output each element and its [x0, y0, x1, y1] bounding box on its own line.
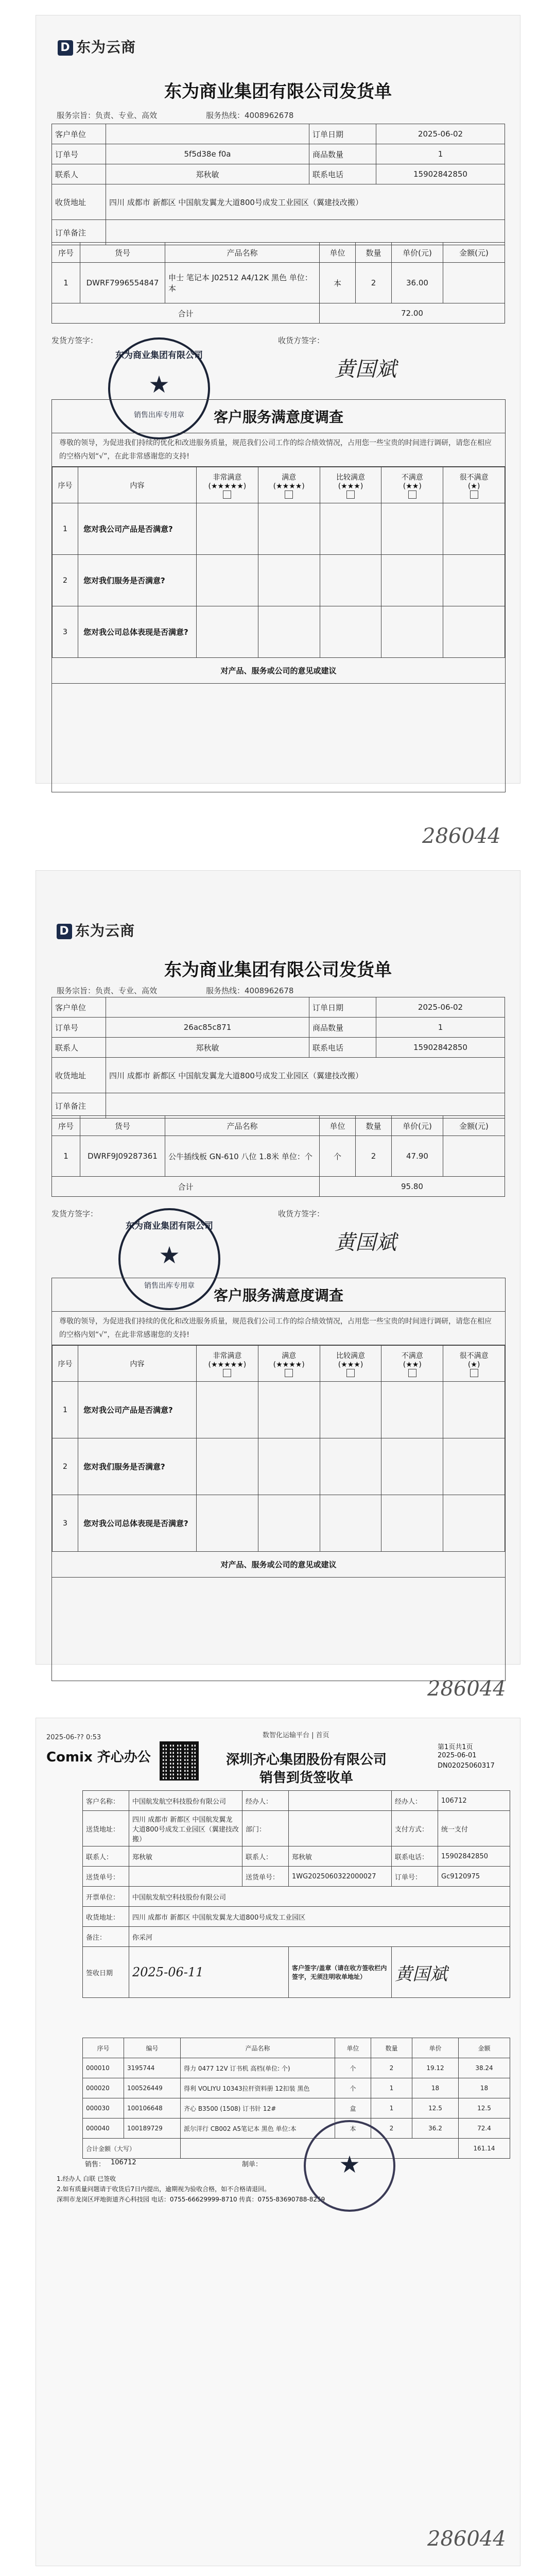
survey-question: 您对我们服务是否满意?	[78, 555, 197, 606]
checkbox[interactable]	[285, 1369, 293, 1377]
order-code-label: 订单号	[52, 144, 106, 164]
col-name: 产品名称	[181, 2038, 335, 2058]
cust-label: 客户名称：	[83, 1791, 129, 1811]
survey-cell[interactable]	[258, 1382, 320, 1438]
col-code: 货号	[80, 243, 165, 263]
total-value: 95.80	[320, 1177, 505, 1197]
survey-col-no: 序号	[53, 1346, 78, 1382]
delivery-note-2	[36, 871, 520, 1664]
survey-cell[interactable]	[320, 503, 381, 555]
row-amount	[443, 1136, 505, 1177]
survey-row	[53, 1495, 505, 1552]
survey-cell[interactable]	[197, 1438, 258, 1495]
survey-col-no: 序号	[53, 467, 78, 503]
survey-col-stars: (★★★★★)	[208, 482, 247, 490]
doc-title: 销售到货签收单	[259, 1770, 353, 1786]
survey-col-stars: (★)	[467, 1360, 480, 1369]
items-table	[51, 242, 505, 324]
sales-label: 销售：	[85, 2161, 106, 2168]
survey-col-unsatisfied	[381, 467, 443, 503]
cust-value: 中国航发航空科技股份有限公司	[129, 1791, 242, 1811]
survey-cell[interactable]	[443, 1495, 505, 1552]
survey-col-label: 非常满意	[213, 473, 242, 482]
checkbox[interactable]	[408, 490, 416, 499]
col-name: 产品名称	[165, 1116, 320, 1136]
phone-value: 15902842850	[438, 1846, 510, 1867]
col-no: 序号	[52, 243, 80, 263]
survey-cell[interactable]	[381, 1495, 443, 1552]
survey-col-stars: (★)	[467, 482, 480, 490]
survey-footer: 对产品、服务或公司的意见或建议	[220, 666, 337, 675]
survey-footer: 对产品、服务或公司的意见或建议	[220, 1560, 337, 1569]
doc-order-no: DN02025060317	[438, 1762, 495, 1770]
order-date: 2025-06-02	[376, 997, 505, 1018]
checkbox[interactable]	[346, 1369, 355, 1377]
mgr-value: 106712	[438, 1791, 510, 1811]
phone-label: 联系电话：	[392, 1846, 438, 1867]
total-label: 合计金额（大写）	[83, 2139, 181, 2159]
survey-col-very-unsatisfied	[443, 1346, 505, 1382]
stamp-text: 东为商业集团有限公司	[115, 350, 203, 361]
contact-label: 联系人：	[83, 1846, 129, 1867]
order-date-label: 订单日期	[309, 124, 376, 144]
survey-col-stars: (★★)	[403, 1360, 422, 1369]
table-row: 000040 100189729 派尔洋行 CB002 A5笔记本 黑色 单位:本 本 2 36.2 72.4	[83, 2119, 510, 2139]
row-unit: 个	[320, 1136, 356, 1177]
page-number: 第1页共1页	[438, 1743, 473, 1751]
checkbox[interactable]	[470, 1369, 478, 1377]
survey-row-no: 1	[53, 503, 78, 555]
addr-value: 四川 成都市 新都区 中国航发翼龙大道800号成发工业园区（翼建技改搬）	[129, 1811, 242, 1846]
survey-question: 您对我公司产品是否满意?	[78, 503, 197, 555]
feedback-area[interactable]	[52, 1577, 505, 1681]
handwritten-number: 286044	[422, 824, 501, 848]
survey-row-no: 3	[53, 606, 78, 658]
table-row	[52, 263, 505, 303]
survey-col-satisfied	[258, 467, 320, 503]
col-qty: 数量	[356, 1116, 392, 1136]
ship-label: 送货单号：	[83, 1867, 129, 1887]
col-name: 产品名称	[165, 243, 320, 263]
survey-intro: 尊敬的领导，为促进我们持续的优化和改进服务质量，规范我们公司工作的综合绩效情况，占用您一些宝贵的时间进行调研，请您在相应的空格内划“√”，在此非常感谢您的支持!	[52, 1312, 505, 1345]
survey-col-label: 非常满意	[213, 1351, 242, 1360]
sign-date: 2025-06-11	[129, 1947, 289, 1998]
handwritten-number: 286044	[427, 1677, 506, 1701]
qty-label: 商品数量	[309, 144, 376, 164]
survey-cell[interactable]	[443, 1382, 505, 1438]
recv-label: 收货地址：	[83, 1907, 129, 1927]
qr-code-icon	[160, 1741, 199, 1781]
qty-label: 商品数量	[309, 1018, 376, 1038]
survey-col-content: 内容	[78, 1346, 197, 1382]
col-unit: 单位	[320, 1116, 356, 1136]
survey-section	[51, 1278, 506, 1681]
survey-col-very-satisfied	[197, 467, 258, 503]
row-qty: 2	[356, 1136, 392, 1177]
survey-col-label: 不满意	[401, 1351, 423, 1360]
service-motto: 服务宗旨：负责、专业、高效	[57, 111, 158, 120]
receiver-signature: 黄国斌	[335, 358, 396, 381]
pay-value: 统一支付	[438, 1811, 510, 1846]
checkbox[interactable]	[408, 1369, 416, 1377]
survey-cell[interactable]	[320, 606, 381, 658]
survey-cell[interactable]	[443, 1438, 505, 1495]
footer-address: 深圳市龙岗区坪地街道齐心科技园 电话：0755-66629999-8710 传真：0755-83690788-8259	[57, 2196, 325, 2203]
doc-title: 东为商业集团有限公司发货单	[164, 81, 392, 102]
survey-cell[interactable]	[197, 1382, 258, 1438]
survey-cell[interactable]	[197, 503, 258, 555]
col-amount: 金额(元)	[443, 243, 505, 263]
contact-value: 郑秋敏	[106, 164, 309, 184]
pay-label: 支付方式：	[392, 1811, 438, 1846]
sign-date-label: 签收日期	[83, 1947, 129, 1998]
survey-cell[interactable]	[443, 503, 505, 555]
col-amount: 金额	[459, 2038, 510, 2058]
top-note: 数智化运输平台 | 首页	[263, 1732, 329, 1739]
survey-cell[interactable]	[381, 1438, 443, 1495]
stamp-text: 东为商业集团有限公司	[126, 1221, 213, 1231]
qty-value: 1	[376, 144, 505, 164]
col-price: 单价	[412, 2038, 459, 2058]
receipt-header-table	[82, 1790, 510, 1998]
survey-question: 您对我公司总体表现是否满意?	[78, 606, 197, 658]
row-code: DWRF7996554847	[80, 263, 165, 303]
address-value: 四川 成都市 新都区 中国航发翼龙大道800号成发工业园区（翼建技改搬）	[106, 184, 505, 220]
feedback-area[interactable]	[52, 683, 505, 792]
company-stamp	[304, 2120, 395, 2212]
survey-title: 客户服务满意度调查	[52, 400, 505, 433]
cust-sign-label: 客户签字/盖章（请在收方签收栏内签字，无须注明收单地址）	[289, 1947, 392, 1998]
qty-value: 1	[376, 1018, 505, 1038]
col-no: 序号	[52, 1116, 80, 1136]
col-qty: 数量	[371, 2038, 412, 2058]
row-qty: 2	[356, 263, 392, 303]
row-price: 36.00	[392, 263, 443, 303]
col-code: 货号	[80, 1116, 165, 1136]
header-table	[51, 124, 505, 245]
service-phone: 服务热线：4008962678	[206, 986, 294, 995]
address-label: 收货地址	[52, 1058, 106, 1093]
survey-cell[interactable]	[258, 606, 320, 658]
items-table	[51, 1115, 505, 1197]
receiver-label: 收货方签字：	[278, 336, 325, 345]
sender-label: 发货方签字：	[51, 1209, 98, 1218]
receiver-signature: 黄国斌	[392, 1947, 510, 1998]
survey-question: 您对我公司产品是否满意?	[78, 1382, 197, 1438]
phone-label: 联系电话	[309, 1038, 376, 1058]
survey-cell[interactable]	[258, 503, 320, 555]
survey-col-label: 比较满意	[336, 473, 365, 482]
star-icon: ★	[339, 2150, 360, 2178]
row-unit: 本	[320, 263, 356, 303]
dept-label: 部门：	[242, 1811, 289, 1846]
survey-col-satisfied	[258, 1346, 320, 1382]
sales-value: 106712	[111, 2159, 136, 2166]
survey-cell[interactable]	[381, 503, 443, 555]
contact-label: 联系人	[52, 1038, 106, 1058]
remark-label: 订单备注	[52, 1093, 106, 1118]
company-name: 深圳齐心集团股份有限公司	[225, 1752, 387, 1768]
survey-cell[interactable]	[197, 1495, 258, 1552]
survey-cell[interactable]	[320, 555, 381, 606]
row-amount	[443, 263, 505, 303]
receiver-label: 收货方签字：	[278, 1209, 325, 1218]
contact-label-2: 联系人：	[242, 1846, 289, 1867]
remark-value: 你采河	[129, 1927, 510, 1947]
star-icon: ★	[159, 1241, 180, 1269]
order-code-label: 订单号	[52, 1018, 106, 1038]
total-label: 合计	[52, 303, 320, 324]
col-price: 单价(元)	[392, 243, 443, 263]
row-no: 1	[52, 1136, 80, 1177]
logo-mark-icon: D	[58, 40, 73, 56]
survey-question: 您对我们服务是否满意?	[78, 1438, 197, 1495]
checkbox[interactable]	[223, 490, 231, 499]
doc-date: 2025-06-01	[438, 1752, 477, 1759]
mgr-label-2: 经办人：	[392, 1791, 438, 1811]
po-label: 订单号：	[392, 1867, 438, 1887]
checkbox[interactable]	[470, 490, 478, 499]
col-qty: 数量	[356, 243, 392, 263]
col-price: 单价(元)	[392, 1116, 443, 1136]
ship-value: 1WG2025060322000027	[289, 1867, 392, 1887]
survey-cell[interactable]	[381, 1382, 443, 1438]
col-amount: 金额(元)	[443, 1116, 505, 1136]
total-value: 161.14	[459, 2139, 510, 2159]
row-name: 公牛插线板 GN-610 八位 1.8米 单位：个	[165, 1136, 320, 1177]
print-time: 2025-06-?? 0:53	[46, 1734, 101, 1741]
survey-question: 您对我公司总体表现是否满意?	[78, 1495, 197, 1552]
survey-cell[interactable]	[381, 555, 443, 606]
po-value: Gc9120975	[438, 1867, 510, 1887]
survey-col-label: 比较满意	[336, 1351, 365, 1360]
brand-logo: D 东为云商	[58, 36, 136, 57]
survey-row-no: 1	[53, 1382, 78, 1438]
note-1: 1.经办人 白联 已签收	[57, 2175, 116, 2182]
bill-value: 中国航发航空科技股份有限公司	[129, 1887, 510, 1907]
header-table	[51, 997, 505, 1118]
brand-logo: Comix 齐心办公	[46, 1750, 151, 1765]
row-no: 1	[52, 263, 80, 303]
survey-row	[53, 555, 505, 606]
survey-cell[interactable]	[320, 1382, 381, 1438]
customer-label: 客户单位	[52, 124, 106, 144]
handwritten-number: 286044	[427, 2527, 506, 2551]
mgr-label: 经办人：	[242, 1791, 289, 1811]
total-value: 72.00	[320, 303, 505, 324]
survey-cell[interactable]	[443, 606, 505, 658]
address-value: 四川 成都市 新都区 中国航发翼龙大道800号成发工业园区（翼建技改搬）	[106, 1058, 505, 1093]
survey-col-unsatisfied	[381, 1346, 443, 1382]
survey-table	[52, 1345, 505, 1552]
survey-cell[interactable]	[320, 1438, 381, 1495]
survey-cell[interactable]	[258, 1438, 320, 1495]
remark-label: 备注：	[83, 1927, 129, 1947]
survey-cell[interactable]	[258, 1495, 320, 1552]
delivery-note-1	[36, 15, 520, 783]
stamp-subtext: 销售出库专用章	[144, 1282, 195, 1290]
survey-col-stars: (★★★)	[338, 1360, 363, 1369]
survey-col-label: 很不满意	[459, 473, 489, 482]
survey-cell[interactable]	[381, 606, 443, 658]
contact-label: 联系人	[52, 164, 106, 184]
col-code: 编号	[124, 2038, 181, 2058]
stamp-subtext: 销售出库专用章	[134, 411, 184, 419]
survey-col-very-satisfied	[197, 1346, 258, 1382]
recv-value: 四川 成都市 新都区 中国航发翼龙大道800号成发工业园区	[129, 1907, 510, 1927]
checkbox[interactable]	[346, 490, 355, 499]
survey-row-no: 2	[53, 1438, 78, 1495]
row-price: 47.90	[392, 1136, 443, 1177]
survey-row	[53, 606, 505, 658]
col-unit: 单位	[320, 243, 356, 263]
phone-value: 15902842850	[376, 1038, 505, 1058]
order-date-label: 订单日期	[309, 997, 376, 1018]
survey-section	[51, 399, 506, 792]
ship-label-2: 送货单号：	[242, 1867, 289, 1887]
survey-row-no: 2	[53, 555, 78, 606]
table-row: 000010 3195744 得力 0477 12V 订书机 高档(单位: 个) 个 2 19.12 38.24	[83, 2058, 510, 2078]
delivery-receipt-comix	[36, 1718, 520, 2566]
checkbox[interactable]	[285, 490, 293, 499]
survey-col-fair	[320, 1346, 381, 1382]
survey-col-label: 满意	[282, 1351, 297, 1360]
star-icon: ★	[148, 370, 170, 398]
contact-value: 郑秋敏	[129, 1846, 242, 1867]
table-row: 000020 100526449 得利 VOLIYU 10343拉杆资料册 12扣装 黑色 个 1 18 18	[83, 2078, 510, 2098]
survey-col-label: 满意	[282, 473, 297, 482]
order-code: 5f5d38e f0a	[106, 144, 309, 164]
addr-label: 送货地址：	[83, 1811, 129, 1846]
survey-col-fair	[320, 467, 381, 503]
customer-label: 客户单位	[52, 997, 106, 1018]
row-code: DWRF9J09287361	[80, 1136, 165, 1177]
survey-row	[53, 1382, 505, 1438]
receiver-signature: 黄国斌	[335, 1231, 396, 1255]
row-name: 申士 笔记本 J02512 A4/12K 黑色 单位：本	[165, 263, 320, 303]
order-code: 26ac85c871	[106, 1018, 309, 1038]
service-motto: 服务宗旨：负责、专业、高效	[57, 986, 158, 995]
survey-cell[interactable]	[197, 606, 258, 658]
survey-title: 客户服务满意度调查	[52, 1278, 505, 1312]
survey-col-label: 很不满意	[459, 1351, 489, 1360]
survey-col-stars: (★★★★)	[273, 482, 305, 490]
survey-cell[interactable]	[320, 1495, 381, 1552]
survey-row	[53, 503, 505, 555]
receipt-items-table	[82, 2038, 510, 2159]
survey-col-stars: (★★★)	[338, 482, 363, 490]
maker-label: 制单：	[242, 2161, 263, 2168]
address-label: 收货地址	[52, 184, 106, 220]
survey-table	[52, 467, 505, 658]
remark-label: 订单备注	[52, 220, 106, 245]
doc-title: 东为商业集团有限公司发货单	[164, 960, 392, 980]
brand-logo: D 东为云商	[57, 920, 135, 940]
survey-col-stars: (★★)	[403, 482, 422, 490]
survey-col-very-unsatisfied	[443, 467, 505, 503]
survey-cell[interactable]	[443, 555, 505, 606]
col-no: 序号	[83, 2038, 124, 2058]
survey-row	[53, 1438, 505, 1495]
phone-label: 联系电话	[309, 164, 376, 184]
logo-mark-icon: D	[57, 924, 72, 939]
note-2: 2.如有质量问题请于收货后7日内提出，逾期视为验收合格，如不合格请退回。	[57, 2185, 271, 2193]
table-row	[52, 1136, 505, 1177]
survey-cell[interactable]	[197, 555, 258, 606]
contact-value-2: 郑秋敏	[289, 1846, 392, 1867]
total-label: 合计	[52, 1177, 320, 1197]
contact-value: 郑秋敏	[106, 1038, 309, 1058]
sender-label: 发货方签字：	[51, 336, 98, 345]
order-date: 2025-06-02	[376, 124, 505, 144]
survey-row-no: 3	[53, 1495, 78, 1552]
survey-col-stars: (★★★★★)	[208, 1360, 247, 1369]
survey-intro: 尊敬的领导，为促进我们持续的优化和改进服务质量，规范我们公司工作的综合绩效情况，占用您一些宝贵的时间进行调研，请您在相应的空格内划“√”，在此非常感谢您的支持!	[52, 433, 505, 467]
survey-col-content: 内容	[78, 467, 197, 503]
checkbox[interactable]	[223, 1369, 231, 1377]
col-unit: 单位	[335, 2038, 371, 2058]
bill-label: 开票单位：	[83, 1887, 129, 1907]
survey-col-label: 不满意	[401, 473, 423, 482]
table-row: 000030 100106648 齐心 B3500 (1508) 订书针 12# 盒 1 12.5 12.5	[83, 2098, 510, 2119]
survey-col-stars: (★★★★)	[273, 1360, 305, 1369]
service-phone: 服务热线：4008962678	[206, 111, 294, 120]
survey-cell[interactable]	[258, 555, 320, 606]
phone-value: 15902842850	[376, 164, 505, 184]
